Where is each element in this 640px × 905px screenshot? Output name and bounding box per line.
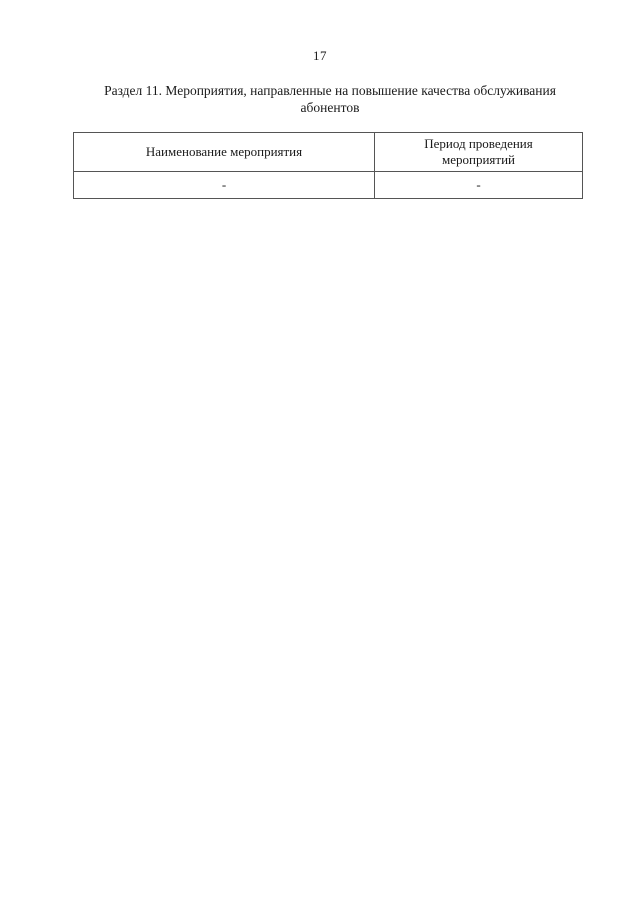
section-title-line-2: абонентов [300,100,360,115]
page-number: 17 [313,48,327,63]
cell-event-period: - [375,172,583,199]
header-event-period-line-2: мероприятий [442,152,515,167]
events-table [73,132,583,199]
section-title [60,82,600,116]
table-row [74,172,583,199]
header-event-name: Наименование мероприятия [74,133,375,172]
cell-event-name: - [74,172,375,199]
table-header-row [74,133,583,172]
header-event-period [375,133,583,172]
section-title-line-1: Раздел 11. Мероприятия, направленные на повышение качества обслуживания [104,83,556,98]
header-event-period-line-1: Период проведения [424,136,533,151]
